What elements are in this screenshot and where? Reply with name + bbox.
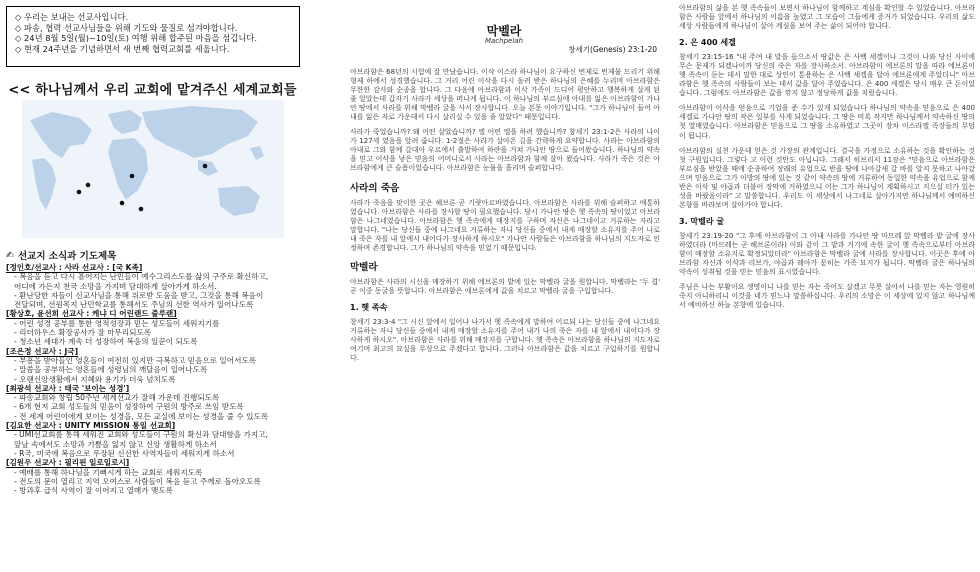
missionary-name: [조은정 선교사 : J국] xyxy=(6,346,79,356)
paragraph: 사라가 죽음을 맞이한 곳은 헤브론 곧 기럇아르바였습니다. 아브라함은 사라를 위해 슬퍼하고 애통하였습니다. 아브라함은 사라를 장사할 땅이 필요했습니다. 당시 가나안 땅은 헷 족속의 땅이었고 아브라함은 나그네였습니다. 아브라함은 헷 족속에게 매장지를 구하며 자신은 나그네이고 거류하는 자라고 말합니다. "나는 당신들 중에 나그네요 거류하는 자니 당신들 중에서 내게 매장할 소유지를 주어 나로 내 죽은 자를 내 앞에서 내어다가 장사하게 하시오" 가나안 사람들은 아브라함을 하나님의 지도자로 인정하며 존경합니다. 그가 하나님의 약속을 믿었기 때문입니다. xyxy=(350,198,660,252)
prayer-line: - 부흥을 받아들인 영혼들이 여전히 있지만 극복하고 믿음으로 일어서도록 xyxy=(14,355,257,365)
sermon-title: 막벨라 xyxy=(486,24,522,38)
world-map xyxy=(22,100,284,238)
hand-icon: ✍ xyxy=(6,249,14,261)
world-church-heading: << 하나님께서 우리 교회에 맡겨주신 세계교회들 xyxy=(8,83,297,98)
paragraph: 아브라함의 실천 가운데 얻은 것 가장의 관계입니다. 결국을 가정으로 소유하는 것을 확인하는 것 첫 구원입니다. 그렇다 고 이런 것만도 아닙니다. 그래서 히브리서 11장은 "믿음으로 아브라함은 부르심을 받았을 때에 순종하여 장래의 유업으로 받을 땅에 나아갈새 갈 바를 알지 못하고 나아갔으며 믿음으로 그가 이방의 땅에 있는 것 같이 약속의 땅에 거류하여 동일한 약속을 유업으로 함께 받은 이삭 및 야곱과 더불어 장막에 거하였으니 이는 그가 하나님이 계획하시고 지으실 터가 있는 성을 바랐음이라" 고 말씀합니다. 우리도 이 세상에서 나그네로 살아가지만 하나님께서 예비하신 본향을 바라보며 살아가야 합니다. xyxy=(679,146,975,209)
section-heading: 1. 헷 족속 xyxy=(350,302,388,312)
prayer-line: - 환난당한 자들이 신교사님을 통해 위로받 도움을 받고, 그것을 통해 복음이 xyxy=(14,290,264,300)
sermon-column xyxy=(345,0,663,572)
prayer-line: - 청소년 세대가 계속 더 성장하여 복음의 일꾼이 되도록 xyxy=(14,337,198,347)
prayer-line: - 방과후 급식 사역이 잘 이어지고 열매가 맺도록 xyxy=(14,486,174,496)
paragraph: 아브라함이 이삭을 얻음으로 기업을 준 수가 있게 되었습니다 하나님의 약속을 믿음으로 은 400세겔로 가나안 땅의 작은 일부를 사게 되었습니다. 그 땅은 비록 작지만 하나님께서 약속하신 땅의 첫 열매였습니다. 아브라함은 믿음으로 그 땅을 소유하였고 그곳이 장차 이스라엘 족장들의 무덤이 됩니다. xyxy=(679,104,975,140)
map-marker-kenya xyxy=(77,190,82,195)
missionary-name: [김요한 선교사 : UNITY MISSION 통일 선교회] xyxy=(6,421,176,431)
prayer-line: - 복음을 듣고 다시 흩어지는 난민들이 예수그리스도를 삶의 구주로 확신하고, xyxy=(14,272,269,282)
prayer-line: - 오랜신앙생활에서 지혜와 용기가 더욱 넘치도록 xyxy=(14,374,176,384)
section-heading: 막벨라 xyxy=(350,261,378,273)
paragraph: 창세기 23:15-16 "내 주여 내 말을 들으소서 땅값은 은 사백 세겔이나 그것이 나와 당신 사이에 무슨 문제가 되겠나이까 당신의 죽은 자를 장사하소서. 아브라함이 에브론의 말을 따라 에브론이 헷 족속이 듣는 데서 말한 대로 상인이 통용하는 은 사백 세겔을 달아 에브론에게 주었더니" 아브라함은 헷 족속의 사람들이 보는 데서 값을 달아 주었습니다. 은 400 세겔은 당시 매우 큰 돈이었습니다. 그럼에도 아브라함은 값을 깎지 않고 정당하게 값을 치렀습니다. xyxy=(679,53,975,98)
mission-list xyxy=(6,263,304,495)
map-marker-japan xyxy=(130,174,135,179)
sermon-subtitle: Machpelah xyxy=(484,37,524,45)
sermon-body-continued xyxy=(679,4,975,316)
section-heading: 사라의 죽음 xyxy=(350,182,400,194)
prayer-line: - 6개 현지 교회 성도들의 믿음이 성장하여 구원의 방주로 쓰임 받도록 xyxy=(14,402,244,412)
missionary-name: [정인호/선교사 : 사라 선교사 : [국 K족] xyxy=(6,263,143,272)
notice-line: ◇ 24년 8월 5일(월)~10일(토) 여행 위해 합주된 마음을 섬깁니다. xyxy=(15,33,257,44)
mission-item xyxy=(6,347,304,384)
mission-item xyxy=(6,458,304,495)
prayer-line: - R국, 미국에 복음으로 무장된 신선한 사역자들이 세워지게 하소서 xyxy=(14,448,235,458)
prayer-line: - 파송교회와 창립 50주년 세계선교가 잘해 가운데 진행되도록 xyxy=(14,393,220,403)
prayer-line: - 어린 성경 공부를 통한 영적성장과 믿는 성도들이 세워지기를 xyxy=(14,318,220,328)
map-marker-usa xyxy=(203,164,208,169)
paragraph: 사라가 죽었습니까? 왜 어떤 살았습니까? 엘 어떤 엘을 하려 했습니까? 창세기 23:1-2은 사라의 나이가 127세 였음을 알려 줍니다. 1-2절은 사라가 살아온 길을 간략하게 요약합니다. 사라는 아브라함의 아내로 그와 함께 갈대아 우르에서 출발하여 하란을 거쳐 가나안 땅으로 들어왔습니다. 하나님의 약속을 믿고 이삭을 낳은 믿음의 어머니로서 사라는 아브라함과 함께 살아 왔습니다. 사라가 죽은 것은 아브라함에게 큰 슬픔이었습니다. 아브라함은 눈물을 흘리며 슬퍼합니다. xyxy=(350,128,660,173)
left-column xyxy=(0,0,305,572)
paragraph: 아브라함은 사라의 시신을 매장하기 위해 에브론의 밭에 있는 막벨라 굴을 원합니다. 막벨라는 '두 겹' 곧 이중 동굴을 뜻합니다. 아브라함은 에브론에게 값을 치르고 막벨라 굴을 구입합니다. xyxy=(350,277,660,295)
map-marker-thailand xyxy=(120,201,125,206)
prayer-line: 앞날 속에서도 소망과 기쁨을 잃지 않고 신앙 생활하게 하소서 xyxy=(14,439,217,449)
map-marker-philippines xyxy=(139,207,144,212)
paragraph: 아브라함의 삶을 본 헷 족속들이 보면서 하나님이 함께하고 계심을 확인할 수 있었습니다. 아브라함은 사람들 앞에서 하나님의 이름을 높였고 그 모습이 그들에게 증거가 되었습니다. 우리의 삶도 세상 사람들에게 하나님이 살아 계심을 보여 주는 삶이 되어야 합니다. xyxy=(679,4,975,31)
mission-news-title: ✍ 선교지 소식과 기도제목 xyxy=(6,249,117,262)
map-marker-turkey xyxy=(86,183,91,188)
paragraph: 창세기 23:19-20 "그 후에 아브라함이 그 아내 사라를 가나안 땅 마므레 앞 막벨라 밭 굴에 장사하였더라 (마므레는 곧 헤브론이라) 이와 같이 그 밭과 거기에 속한 굴이 헷 족속으로부터 아브라함이 매장할 소유지로 확정되었더라" 아브라함은 막벨라 굴에 사라를 장사합니다. 이곳은 후에 아브라함 자신과 이삭과 리브가, 야곱과 레아가 묻히는 가족 묘지가 됩니다. 막벨라 굴은 하나님의 약속이 성취될 것을 믿는 믿음의 표시였습니다. xyxy=(679,231,975,277)
prayer-line: 어디에 가든지 천국 소망을 가지며 담대하게 살아가게 하소서. xyxy=(14,281,217,291)
paragraph: 창세기 23:3-4 "그 시신 앞에서 일어나 나가서 헷 족속에게 말하여 이르되 나는 당신들 중에 나그네요 거류하는 자니 당신들 중에서 내게 매장할 소유지를 주어 내가 나의 죽은 자를 내 앞에서 내어다가 장사하게 하시오". 아브라함은 사라를 위해 매장지를 구합니다. 헷 족속은 아브라함을 하나님의 지도자로 여기며 최고의 묘실을 무상으로 주겠다고 합니다. 그러나 아브라함은 값을 치르고 구입하기를 원합니다. xyxy=(350,317,660,363)
section-heading: 3. 막벨라 굴 xyxy=(679,216,725,226)
missionary-name: [황상호, 윤선희 선교사 : 케냐 디 어린랜드 줄루랜] xyxy=(6,309,177,319)
mission-item xyxy=(6,263,304,309)
sermon-continued-column xyxy=(677,0,977,572)
notice-line: ◇ 현재 24주년을 기념하면서 새 번째 협력교회를 세웁니다. xyxy=(15,43,230,54)
notice-line: ◇ 우리는 보내는 선교사입니다. xyxy=(15,12,129,22)
scripture-reference: 창세기(Genesis) 23:1-20 xyxy=(568,45,657,54)
missionary-name: [김원우 선교사 : 필리핀 일로일로시] xyxy=(6,458,130,468)
sermon-body xyxy=(350,68,660,369)
prayer-line: - 리더하우스 확장공사가 잘 마무리되도록 xyxy=(14,328,152,338)
paragraph: 주님은 나는 부활이요 생명이니 나를 믿는 자는 죽어도 살겠고 무릇 살아서 나를 믿는 자는 영원히 죽지 아니하리니 이것을 네가 믿느냐 말씀하십니다. 우리의 소망은 이 세상에 있지 않고 하나님께서 예비하신 하늘 본향에 있습니다. xyxy=(679,283,975,310)
prayer-line: - 전도의 문이 열리고 지역 오여스로 사람들이 복음 듣고 주께로 돌아오도록 xyxy=(14,476,261,486)
paragraph: 아브라함은 68년의 시험에 잘 만났습니다. 이삭 이스라 하나님이 요구하신 번제로 번제물 드리기 위해 형제 하에서 성경했습니다. 그 거리 어린 이삭을 다시 돌려 받은 하나님의 은혜를 누리며 아브라함은 무한한 감사와 순종을 합니다. 그 다음에 아브라함과 이삭 가족이 드디어 평안하고 행복하게 살게 된 줄 알았는데 갑자기 사라가 세상을 떠나게 됩니다. 이 하나님의 부르심에 아내를 잃은 아브라함이 가나안 땅에서 사라를 위해 막벨라 굴을 사서 장사합니다. 오늘 본문 이야기입니다. "그가 하나님이 들어 아내를 잃은 자로 가운데서 다시 살리실 수 있을 줄 알았다" 때문입니다. xyxy=(350,68,660,122)
notice-box xyxy=(6,6,300,67)
mission-item xyxy=(6,384,304,421)
notice-line: ◇ 파송, 협력 선교사님들을 위해 기도와 물질로 섬겨야합니다. xyxy=(15,22,238,33)
prayer-line: - 전 세계 어린이에게 보이는 성경을, 모든 교실에 보이는 성경을 줄 수 있도록 xyxy=(14,411,269,421)
mission-item xyxy=(6,421,304,458)
prayer-line: - 말씀을 공부하는 영혼들에 성령님의 깨달음이 일어나도록 xyxy=(14,365,208,375)
missionary-name: [최광석 선교사 : 태국 '보이는 성경'] xyxy=(6,383,130,393)
section-heading: 2. 은 400 세겔 xyxy=(679,38,736,48)
prayer-line: - 예배를 통해 하나님을 기뻐시게 하는 교회로 세워지도록 xyxy=(14,467,203,477)
prayer-line: - UMI선교회를 통해 세워진 교회와 성도들이 구원의 확신과 담대함을 가지고, xyxy=(14,430,268,440)
mission-item xyxy=(6,309,304,346)
prayer-line: 전달되며, 선원목지 난민학교를 통해서도 주님의 선한 역사가 일어나도록 xyxy=(14,300,254,310)
